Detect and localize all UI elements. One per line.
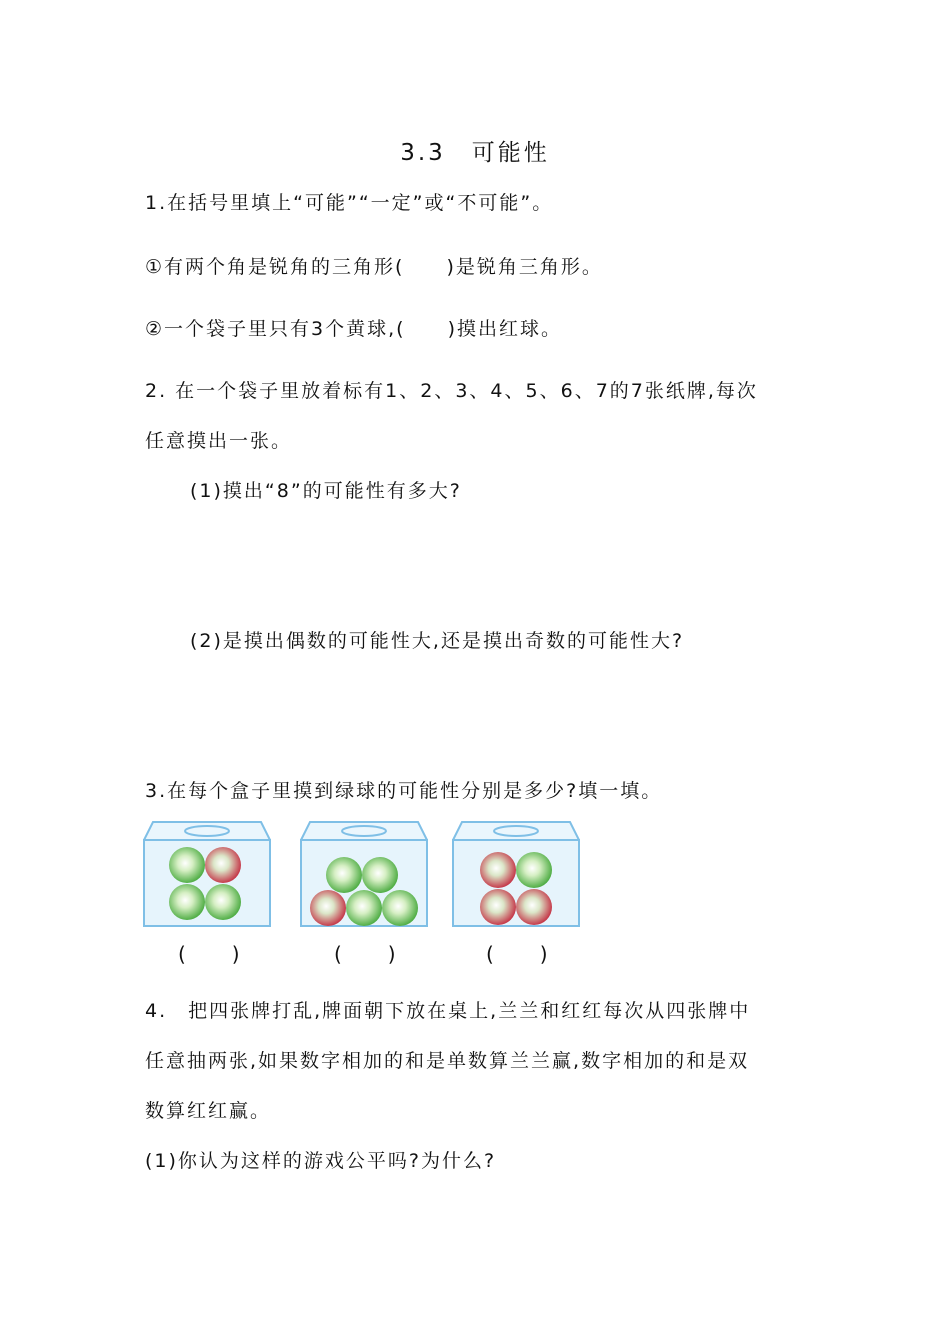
green-ball (382, 890, 418, 926)
q4-line-3: 数算红红赢。 (145, 1100, 272, 1122)
green-ball (169, 884, 205, 920)
ball-box-3 (452, 820, 580, 928)
q4-line-1: 4. 把四张牌打乱,牌面朝下放在桌上,兰兰和红红每次从四张牌中 (145, 1000, 751, 1022)
green-ball (362, 857, 398, 893)
q2-stem-line-1: 2. 在一个袋子里放着标有1、2、3、4、5、6、7的7张纸牌,每次 (145, 380, 758, 402)
page-title: 3.3 可能性 (400, 140, 550, 166)
q2-sub-1: (1)摸出“8”的可能性有多大? (190, 480, 462, 502)
answer-blank-3[interactable]: ( ) (486, 942, 550, 966)
green-ball (326, 857, 362, 893)
red-ball (516, 889, 552, 925)
red-ball (480, 889, 516, 925)
answer-blank-2[interactable]: ( ) (334, 942, 398, 966)
q1-item-1: ①有两个角是锐角的三角形( )是锐角三角形。 (145, 256, 603, 278)
green-ball (169, 847, 205, 883)
red-ball (310, 890, 346, 926)
green-ball (205, 884, 241, 920)
ball-box-1 (143, 820, 271, 928)
red-ball (480, 852, 516, 888)
q1-stem: 1.在括号里填上“可能”“一定”或“不可能”。 (145, 192, 554, 214)
green-ball (346, 890, 382, 926)
ball-box-2 (300, 820, 428, 928)
answer-blank-1[interactable]: ( ) (178, 942, 242, 966)
q3-stem: 3.在每个盒子里摸到绿球的可能性分别是多少?填一填。 (145, 780, 663, 802)
q4-sub-1: (1)你认为这样的游戏公平吗?为什么? (145, 1150, 497, 1172)
red-ball (205, 847, 241, 883)
q2-sub-2: (2)是摸出偶数的可能性大,还是摸出奇数的可能性大? (190, 630, 685, 652)
green-ball (516, 852, 552, 888)
q2-stem-line-2: 任意摸出一张。 (145, 430, 293, 452)
q1-item-2: ②一个袋子里只有3个黄球,( )摸出红球。 (145, 318, 562, 340)
q4-line-2: 任意抽两张,如果数字相加的和是单数算兰兰赢,数字相加的和是双 (145, 1050, 750, 1072)
